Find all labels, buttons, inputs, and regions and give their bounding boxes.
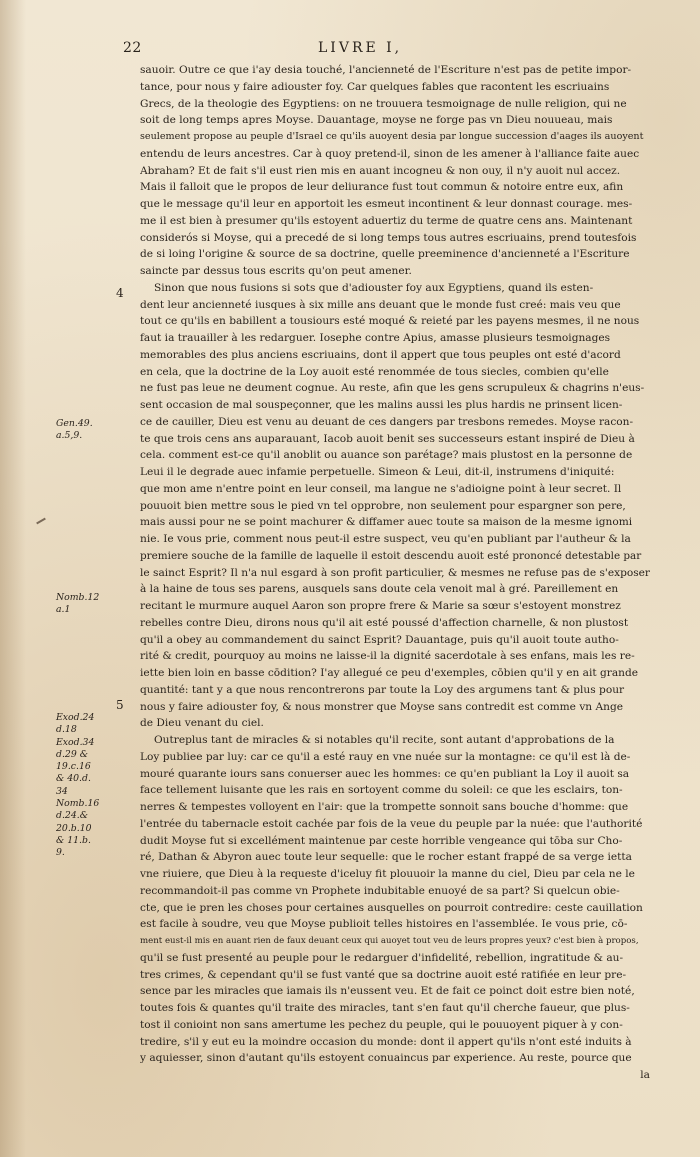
text-line: sent occasion de mal souspeçonner, que les malins aussi les plus hardis ne prinsent licen-	[140, 399, 623, 411]
margin-note-genesis: Gen.49. a.5,9.	[56, 418, 93, 442]
text-line: cte, que ie pren les choses pour certaines ausquelles on pourroit contredire: ceste cauillation	[140, 901, 643, 914]
text-line: mouré quarante iours sans conuerser auec les hommes: ce qu'en publiant la Loy il auoit sa	[140, 767, 630, 780]
book-title: LIVRE I,	[318, 40, 403, 56]
text-line: recommandoit-il pas comme vn Prophete indubitable enuoyé de sa part? Si quelcun obie-	[140, 884, 620, 897]
text-line: l'entrée du tabernacle estoit cachée par fois de la veue du peuple par la nuée: que l'authorité	[140, 817, 643, 830]
text-line: rebelles contre Dieu, dirons nous qu'il ait esté poussé d'affection charnelle, & non plustost	[140, 616, 629, 629]
text-line: premiere souche de la famille de laquelle il estoit descendu auoit esté prononcé detestable par	[140, 549, 642, 562]
text-line: nous y faire adiouster foy, & nous monstrer que Moyse sans contredit est comme vn Ange	[140, 700, 624, 713]
text-line: en cela, que la doctrine de la Loy auoit esté renommée de tous siecles, combien qu'elle	[140, 365, 609, 378]
text-line: soit de long temps apres Moyse. Dauantage, moyse ne forge pas vn Dieu nouueau, mais	[140, 114, 613, 127]
text-line: Outreplus tant de miracles & si notables qu'il recite, sont autant d'approbations de la	[154, 734, 615, 746]
text-line: mais aussi pour ne se point machurer & diffamer auec toute sa maison de la mesme ignomi	[140, 516, 633, 529]
margin-note-exodus: Exod.24 d.18 Exod.34 d.29 & 19.c.16 & 40.d. 34 Nomb.16 d.24.& 20.b.10 & 11.b. 9.	[56, 712, 100, 859]
text-line: pouuoit bien mettre sous le pied vn tel opprobre, non seulement pour espargner son pere,	[140, 499, 626, 512]
text-line: la	[640, 1069, 650, 1081]
text-line: Sinon que nous fusions si sots que d'adiouster foy aux Egyptiens, quand ils esten-	[154, 281, 594, 294]
text-line: ré, Dathan & Abyron auec toute leur sequelle: que le rocher estant frappé de sa verge ietta	[140, 851, 632, 864]
text-line: toutes fois & quantes qu'il traite des miracles, tant s'en faut qu'il cherche faueur, que plus-	[140, 1002, 630, 1014]
text-line: saincte par dessus tous escrits qu'on peut amener.	[140, 265, 412, 277]
text-line: Loy publiee par luy: car ce qu'il a esté rauy en vne nuée sur la montagne: ce qu'il est là de-	[140, 750, 631, 763]
text-line: faut ia trauailler à les redarguer. Iosephe contre Apius, amasse plusieurs tesmoignages	[140, 332, 611, 344]
text-line: vne riuiere, que Dieu à la requeste d'iceluy fit plouuoir la manne du ciel, Dieu par cela ne le	[140, 868, 635, 880]
text-line: de Dieu venant du ciel.	[140, 717, 264, 730]
page-number: 22	[123, 40, 142, 56]
page-edge-shadow	[0, 0, 26, 1157]
text-line: te que trois cens ans auparauant, Iacob auoit benit ses successeurs estant inspiré de Dieu à	[140, 432, 635, 445]
pen-mark	[36, 518, 46, 525]
text-line: cela. comment est-ce qu'il anoblit ou auance son parétage? mais plustost en la personne de	[140, 449, 633, 462]
text-line: ment eust-il mis en auant rien de faux deuant ceux qui auoyet tout veu de leurs propres yeux? c'est bien à propos,	[140, 936, 639, 946]
text-line: tout ce qu'ils en babillent a tousiours esté moqué & reieté par les payens mesmes, il ne nous	[140, 315, 640, 328]
text-line: entendu de leurs ancestres. Car à quoy pretend-il, sinon de les amener à l'alliance faite auec	[140, 147, 640, 160]
text-line: que le message qu'il leur en apportoit les esmeut incontinent & leur donnast courage. mes-	[140, 198, 633, 210]
text-line: nerres & tempestes volloyent en l'air: que la trompette sonnoit sans bouche d'homme: que	[140, 801, 629, 813]
text-line: tredire, s'il y eut eu la moindre occasion du monde: dont il appert qu'ils n'ont esté induits à	[140, 1035, 632, 1048]
text-line: Leui il le degrade auec infamie perpetuelle. Simeon & Leui, dit-il, instrumens d'iniquité:	[140, 466, 615, 478]
text-line: rité & credit, pourquoy au moins ne laisse-il la dignité sacerdotale à ses enfans, mais les re-	[140, 650, 635, 663]
text-line: ne fust pas leue ne deument cognue. Au reste, afin que les gens scrupuleux & chagrins n'eus-	[140, 382, 645, 395]
text-line: tost il conioint non sans amertume les pechez du peuple, qui le pouuoyent piquer à y con-	[140, 1018, 623, 1031]
text-line: le sainct Esprit? Il n'a nul esgard à son profit particulier, & mesmes ne refuse pas de s'exposer	[140, 566, 650, 579]
text-line: tance, pour nous y faire adiouster foy. Car quelques fables que racontent les escriuains	[140, 80, 610, 93]
text-line: dent leur ancienneté iusques à six mille ans deuant que le monde fust creé: mais veu que	[140, 298, 621, 311]
text-line: qu'il se fust presenté au peuple pour le redarguer d'infidelité, rebellion, ingratitude & au-	[140, 951, 624, 964]
text-line: quantité: tant y a que nous rencontrerons par toute la Loy des argumens tant & plus pour	[140, 683, 625, 696]
text-line: Grecs, de la theologie des Egyptiens: on ne trouuera tesmoignage de nulle religion, qui ne	[140, 97, 627, 110]
text-line: ce de cauiller, Dieu est venu au deuant de ces dangers par tresbons remedes. Moyse racon-	[140, 415, 634, 428]
text-line: de si loing l'origine & source de sa doctrine, quelle preeminence d'ancienneté a l'Escriture	[140, 248, 630, 261]
text-line: qu'il a obey au commandement du sainct Esprit? Dauantage, puis qu'il auoit toute autho-	[140, 633, 619, 646]
text-line: me il est bien à presumer qu'ils estoyent aduertiz du terme de quatre cens ans. Maintenant	[140, 214, 633, 227]
text-line: dudit Moyse fut si excellément maintenue par ceste horrible vengeance qui tōba sur Cho-	[140, 834, 623, 847]
text-line: à la haine de tous ses parens, ausquels sans doute cela venoit mal à gré. Pareillement en	[140, 583, 619, 596]
text-line: y aquiesser, sinon d'autant qu'ils estoyent conuaincus par experience. Au reste, pource que	[140, 1052, 632, 1065]
text-line: recitant le murmure auquel Aaron son propre frere & Marie sa sœur s'estoyent monstrez	[140, 600, 621, 612]
text-line: considerós si Moyse, qui a precedé de si long temps tous autres escriuains, prend toutesfois	[140, 231, 637, 244]
text-line: nie. Ie vous prie, comment nous peut-il estre suspect, veu qu'en publiant par l'autheur & la	[140, 533, 631, 545]
text-line: sence par les miracles que iamais ils n'eussent veu. Et de fait ce poinct doit estre bien noté,	[140, 985, 635, 998]
running-head	[0, 40, 700, 60]
text-line: seulement propose au peuple d'Israel ce qu'ils auoyent desia par longue succession d'aages ils auoyent	[140, 131, 644, 142]
text-line: que mon ame n'entre point en leur conseil, ma langue ne s'adioigne point à leur secret. Il	[140, 482, 622, 495]
text-line: est facile à soudre, veu que Moyse publioit telles histoires en l'assemblée. Ie vous prie, cō-	[140, 918, 628, 931]
body-text	[140, 62, 650, 1084]
text-line: face tellement luisante que les rais en sortoyent comme du soleil: ce que les esclairs, ton-	[140, 784, 623, 797]
text-line: Abraham? Et de fait s'il eust rien mis en auant incogneu & non ouy, il n'y auoit nul accez.	[140, 164, 621, 177]
text-line: Mais il falloit que le propos de leur deliurance fust tout commun & notoire entre eux, afin	[140, 181, 624, 194]
text-line: iette bien loin en basse cōdition? I'ay allegué ce peu d'exemples, cōbien qu'il y en ait grande	[140, 667, 639, 679]
text-line: sauoir. Outre ce que i'ay desia touché, l'ancienneté de l'Escriture n'est pas de petite impor-	[140, 64, 632, 76]
margin-note-numbers: Nomb.12 a.1	[56, 592, 100, 616]
text-line: memorables des plus anciens escriuains, dont il appert que tous peuples ont esté d'acord	[140, 348, 621, 361]
paragraph-number-4: 4	[116, 286, 124, 300]
paragraph-number-5: 5	[116, 698, 124, 712]
text-line: tres crimes, & cependant qu'il se fust vanté que sa doctrine auoit esté ratifiée en leur pre-	[140, 968, 627, 981]
